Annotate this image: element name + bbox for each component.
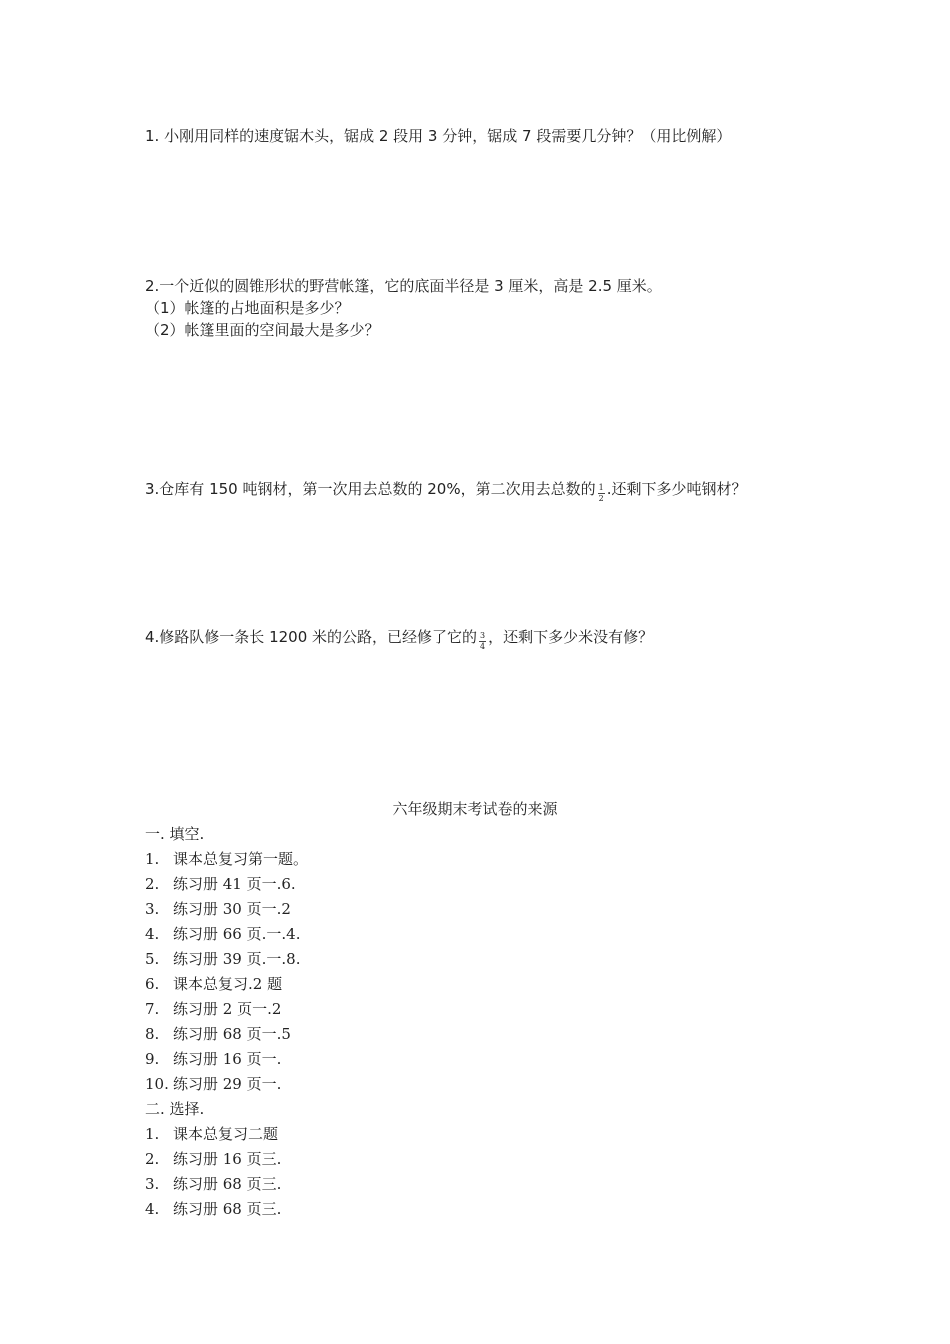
list-item: 1. 课本总复习第一题。 [145, 850, 309, 868]
list-item: 4. 练习册 66 页.一.4. [145, 925, 301, 943]
question-1-text: 1. 小刚用同样的速度锯木头，锯成 2 段用 3 分钟，锯成 7 段需要几分钟？（用比例解） [145, 127, 732, 145]
fraction-numerator: 1 [598, 483, 604, 492]
question-1 [145, 125, 731, 147]
section-heading-choice: 二. 选择. [145, 1100, 205, 1118]
list-item: 2. 练习册 16 页三. [145, 1150, 282, 1168]
list-item: 5. 练习册 39 页.一.8. [145, 950, 301, 968]
source-title: 六年级期末考试卷的来源 [392, 800, 558, 818]
question-2 [145, 275, 662, 341]
question-3-text-after: .还剩下多少吨钢材？ [606, 480, 747, 498]
question-2-part-1: （1）帐篷的占地面积是多少？ [145, 299, 350, 317]
question-4-text-before: 4.修路队修一条长 1200 米的公路，已经修了它的 [145, 628, 478, 646]
fraction-denominator: 4 [480, 642, 486, 651]
section-heading-fill: 一. 填空. [145, 825, 205, 843]
fraction-numerator: 3 [480, 631, 486, 640]
fraction-one-half [598, 483, 605, 504]
question-2-text: 2.一个近似的圆锥形状的野营帐篷，它的底面半径是 3 厘米，高是 2.5 厘米。 [145, 277, 662, 295]
list-item: 10. 练习册 29 页一. [145, 1075, 282, 1093]
question-4 [145, 626, 654, 651]
list-item: 9. 练习册 16 页一. [145, 1050, 282, 1068]
question-3 [145, 478, 747, 503]
list-item: 3. 练习册 30 页一.2 [145, 900, 291, 918]
source-list [145, 822, 308, 1222]
question-2-part-2: （2）帐篷里面的空间最大是多少？ [145, 321, 380, 339]
list-item: 7. 练习册 2 页一.2 [145, 1000, 282, 1018]
fraction-denominator: 2 [598, 494, 604, 503]
question-3-text-before: 3.仓库有 150 吨钢材，第一次用去总数的 20%，第二次用去总数的 [145, 480, 596, 498]
list-item: 1. 课本总复习二题 [145, 1125, 279, 1143]
list-item: 2. 练习册 41 页一.6. [145, 875, 296, 893]
list-item: 8. 练习册 68 页一.5 [145, 1025, 291, 1043]
question-4-text-after: ，还剩下多少米没有修？ [488, 628, 654, 646]
list-item: 4. 练习册 68 页三. [145, 1200, 282, 1218]
list-item: 3. 练习册 68 页三. [145, 1175, 282, 1193]
fraction-three-quarters [479, 631, 486, 652]
list-item: 6. 课本总复习.2 题 [145, 975, 283, 993]
